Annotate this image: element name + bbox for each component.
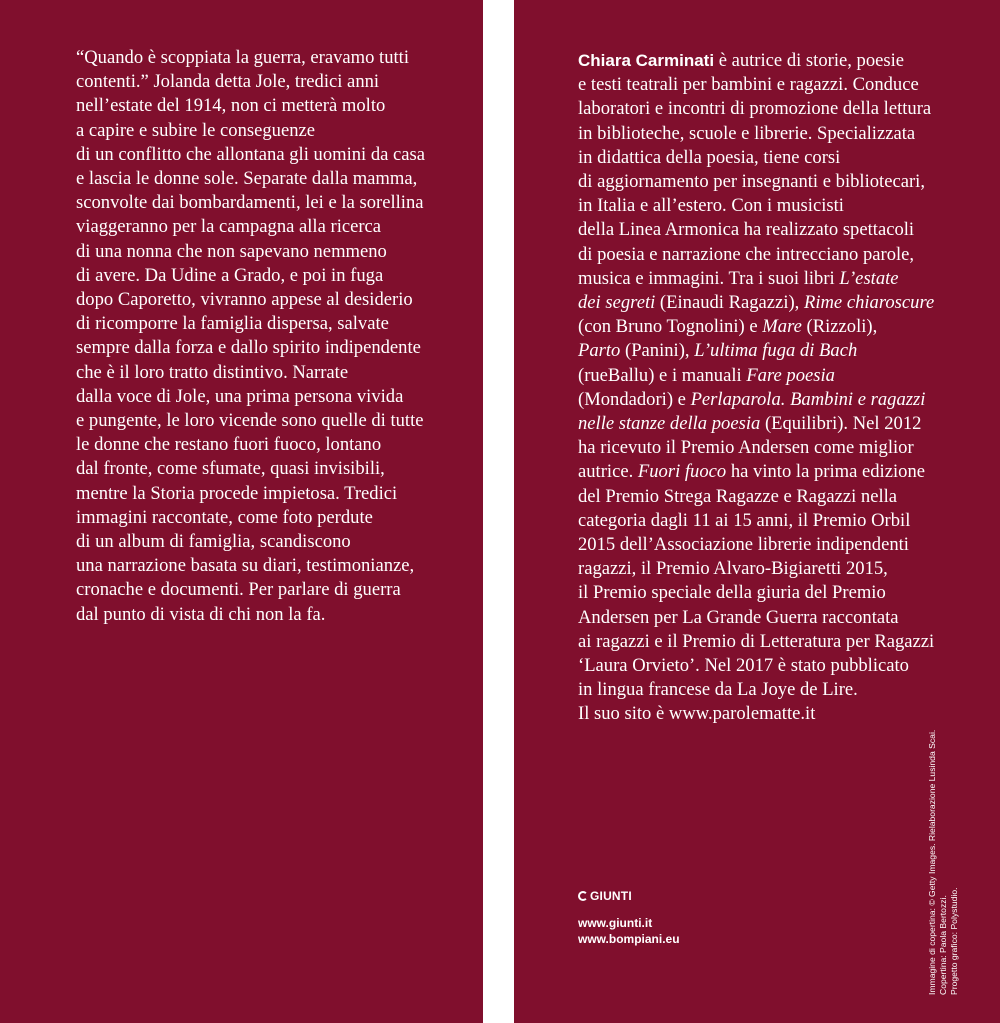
book-title: Rime chiaroscure [803,292,935,314]
synopsis-line: di un conflitto che allontana gli uomini da casa [76,143,426,165]
giunti-logo-icon [578,891,588,901]
bio-line [578,678,934,702]
synopsis-line: nell’estate del 1914, non ci metterà molto [76,95,386,117]
bio-line [578,122,934,146]
book-title: Mare [762,316,802,338]
book-title: Fuori fuoco [637,461,727,483]
bio-line [578,654,934,678]
website-giunti[interactable]: www.giunti.it [578,916,653,930]
synopsis-line: dalla voce di Jole, una prima persona vivida [76,385,404,407]
synopsis-line: e lascia le donne sole. Separate dalla mamma, [76,168,418,190]
credit-line: Immagine di copertina: © Getty Images. Rielaborazione Lusinda Scai. [927,729,937,995]
synopsis-line: dal punto di vista di chi non la fa. [76,603,326,625]
bio-text: in Italia e all’estero. Con i musicisti [578,195,844,217]
bio-line [578,243,934,267]
book-title: dei segreti [578,292,656,314]
synopsis-line: di avere. Da Udine a Grado, e poi in fuga [76,264,384,286]
bio-text: di poesia e narrazione che intrecciano parole, [578,243,915,265]
bio-line [578,581,934,605]
bio-text: di aggiornamento per insegnanti e bibliotecari, [578,171,925,193]
bio-line [578,364,934,388]
bio-text: 2015 dell’Associazione librerie indipendenti [578,534,909,556]
bio-text: (Einaudi Ragazzi), [655,292,804,314]
credit-line: Copertina: Paola Bertozzi. [938,895,948,995]
book-title: L’ultima fuga di Bach [694,340,858,362]
website-bompiani[interactable]: www.bompiani.eu [578,932,680,946]
bio-line [578,315,934,339]
synopsis-line: mentre la Storia procede impietosa. Tredici [76,482,398,504]
bio-line [578,557,934,581]
cover-credits [927,715,977,995]
bio-text: in lingua francese da La Joye de Lire. [578,679,858,701]
bio-line [578,485,934,509]
bio-line [578,194,934,218]
bio-text: categoria dagli 11 ai 15 anni, il Premio Orbil [578,509,911,531]
bio-text: (Mondadori) e [578,388,691,410]
bio-line [578,339,934,363]
bio-line [578,412,934,436]
book-synopsis [76,46,425,627]
bio-line [578,460,934,484]
bio-text: autrice. [578,461,638,483]
bio-text: della Linea Armonica ha realizzato spettacoli [578,219,915,241]
book-title: L’estate [839,267,899,289]
bio-text: (Panini), [620,340,695,362]
bio-line [578,388,934,412]
bio-line [578,49,934,73]
credit-line: Progetto grafico: Polystudio. [949,887,959,995]
fold-gutter [483,0,514,1023]
bio-text: (rueBallu) e i manuali [578,364,747,386]
bio-line [578,146,934,170]
bio-line [578,630,934,654]
synopsis-line: cronache e documenti. Per parlare di guerra [76,579,401,601]
bio-text: Andersen per La Grande Guerra raccontata [578,606,899,628]
bio-line [578,267,934,291]
bio-text: (Rizzoli), [801,316,878,338]
bio-line [578,97,934,121]
book-title: nelle stanze della poesia [578,413,761,435]
bio-text: è autrice di storie, poesie [714,50,905,71]
bio-line [578,436,934,460]
book-title: Fare poesia [746,364,835,386]
book-title: Parto [578,340,621,362]
bio-text: e testi teatrali per bambini e ragazzi. Conduce [578,74,919,96]
synopsis-line: e pungente, le loro vicende sono quelle di tutte [76,410,424,432]
synopsis-line: a capire e subire le conseguenze [76,119,316,141]
synopsis-line: di una nonna che non sapevano nemmeno [76,240,387,262]
bio-line [578,533,934,557]
bio-line [578,606,934,630]
author-bio [578,49,934,727]
synopsis-line: contenti.” Jolanda detta Jole, tredici anni [76,71,380,93]
author-name: Chiara Carminati [578,51,715,70]
bio-text: in didattica della poesia, tiene corsi [578,146,841,168]
book-title: Perlaparola. Bambini e ragazzi [690,388,926,410]
bio-text: (Equilibri). Nel 2012 [760,413,922,435]
bio-text: laboratori e incontri di promozione della lettura [578,98,932,120]
bio-text: del Premio Strega Ragazze e Ragazzi nella [578,485,898,507]
synopsis-line: sempre dalla forza e dallo spirito indipendente [76,337,421,359]
bio-text: ha vinto la prima edizione [726,461,925,483]
bio-line [578,218,934,242]
synopsis-line: di un album di famiglia, scandiscono [76,531,351,553]
synopsis-line: una narrazione basata su diari, testimonianze, [76,555,415,577]
bio-text: in biblioteche, scuole e librerie. Specializzata [578,122,916,144]
synopsis-line: viaggeranno per la campagna alla ricerca [76,216,382,238]
synopsis-line: dal fronte, come sfumate, quasi invisibili, [76,458,385,480]
bio-text: il Premio speciale della giuria del Premio [578,582,886,604]
bio-line [578,702,934,726]
synopsis-line: “Quando è scoppiata la guerra, eravamo tutti [76,47,409,68]
synopsis-line: immagini raccontate, come foto perdute [76,506,373,528]
publisher-logo-text: GIUNTI [590,889,632,903]
publisher-logo [578,889,632,903]
bio-text: ha ricevuto il Premio Andersen come miglior [578,437,914,459]
bio-line [578,509,934,533]
synopsis-line: dopo Caporetto, vivranno appese al desiderio [76,289,413,311]
synopsis-line: che è il loro tratto distintivo. Narrate [76,361,349,383]
bio-line [578,73,934,97]
bio-text: ‘Laura Orvieto’. Nel 2017 è stato pubblicato [578,655,909,677]
synopsis-line: le donne che restano fuori fuoco, lontano [76,434,382,456]
bio-text: (con Bruno Tognolini) e [578,316,763,338]
bio-text: musica e immagini. Tra i suoi libri [578,267,840,289]
synopsis-line: sconvolte dai bombardamenti, lei e la sorellina [76,192,424,214]
bio-text: ragazzi, il Premio Alvaro-Bigiaretti 2015, [578,558,888,580]
bio-text: ai ragazzi e il Premio di Letteratura per Ragazzi [578,630,935,652]
bio-line [578,170,934,194]
bio-line [578,291,934,315]
synopsis-line: di ricomporre la famiglia dispersa, salvate [76,313,389,335]
bio-text: Il suo sito è www.parolematte.it [578,703,816,725]
